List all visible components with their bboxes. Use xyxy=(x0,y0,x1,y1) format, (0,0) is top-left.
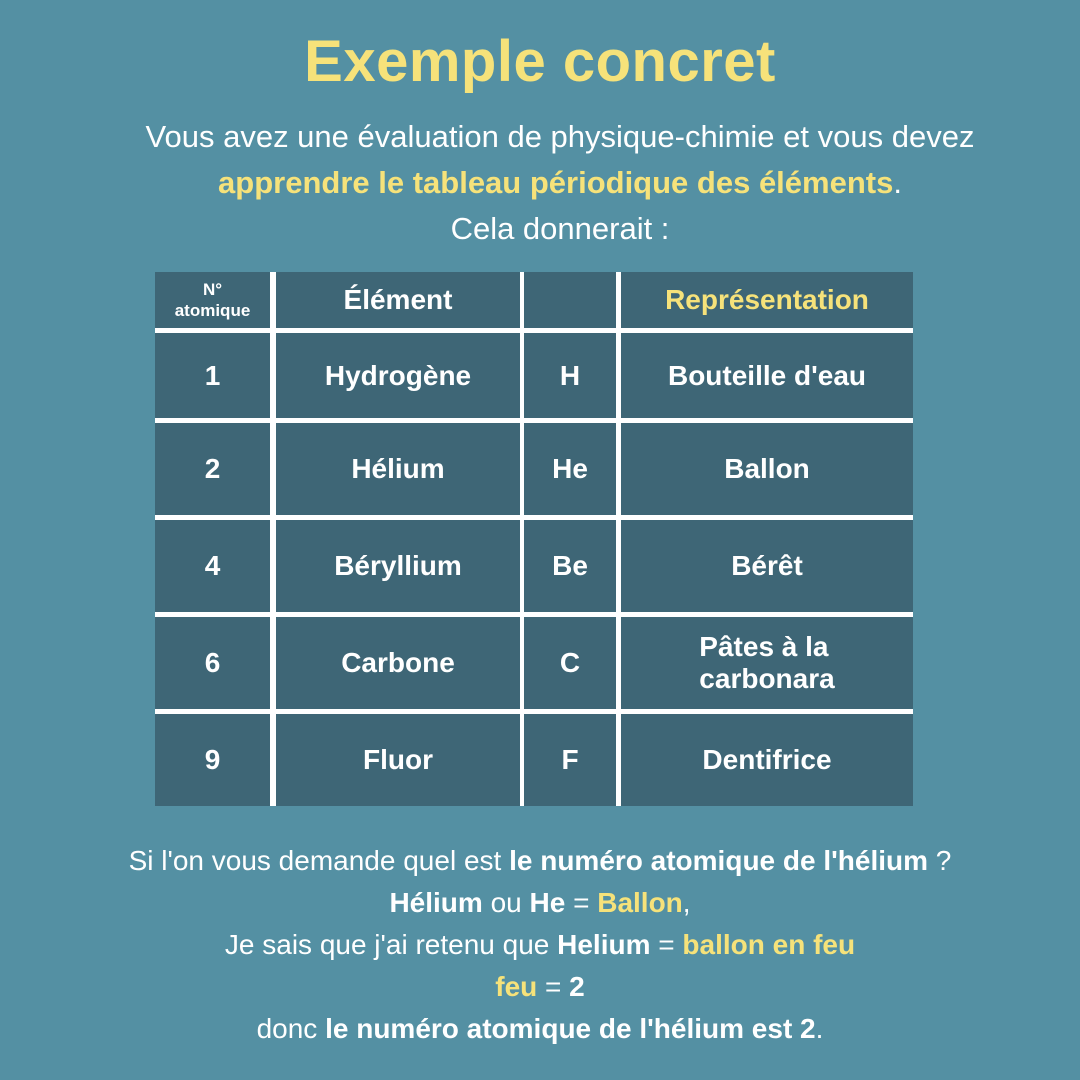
outro-l3-c: = xyxy=(650,929,683,960)
explanation-text xyxy=(0,840,1080,1050)
outro-l5-c: . xyxy=(815,1013,824,1044)
row-5-element: Fluor xyxy=(276,714,520,806)
row-4-representation xyxy=(621,617,913,709)
intro-highlight: apprendre le tableau périodique des éléments xyxy=(218,165,894,200)
outro-l4-a: feu xyxy=(495,971,538,1002)
intro-line-2 xyxy=(20,160,1080,206)
outro-l2-d: = xyxy=(565,887,598,918)
outro-l1-a: Si l'on vous demande quel est xyxy=(128,845,510,876)
row-1-symbol: H xyxy=(524,333,616,418)
page-title: Exemple concret xyxy=(304,29,776,94)
row-4-representation-line2: carbonara xyxy=(699,663,835,694)
row-1-element: Hydrogène xyxy=(276,333,520,418)
row-3-symbol: Be xyxy=(524,520,616,612)
outro-l2-c: He xyxy=(529,887,566,918)
row-2-representation: Ballon xyxy=(621,423,913,515)
row-5-representation: Dentifrice xyxy=(621,714,913,806)
outro-l3-b: Helium xyxy=(557,929,651,960)
intro-line-2-end: . xyxy=(893,165,902,200)
row-4-number: 6 xyxy=(155,617,270,709)
intro-line-1: Vous avez une évaluation de physique-chimie et vous devez xyxy=(145,119,975,154)
row-3-representation: Bérêt xyxy=(621,520,913,612)
outro-l4-c: 2 xyxy=(569,971,585,1002)
intro-text xyxy=(20,114,1080,252)
intro-line-3: Cela donnerait : xyxy=(450,211,670,246)
outro-l3-d: ballon en feu xyxy=(682,929,856,960)
header-atomic-number xyxy=(155,272,270,328)
header-symbol xyxy=(524,272,616,328)
header-atomic-number-line2: atomique xyxy=(174,301,251,320)
outro-line-1 xyxy=(0,840,1080,882)
outro-l4-b: = xyxy=(537,971,570,1002)
row-5-number: 9 xyxy=(155,714,270,806)
outro-l2-b: ou xyxy=(482,887,530,918)
row-1-number: 1 xyxy=(155,333,270,418)
row-4-symbol: C xyxy=(524,617,616,709)
row-2-number: 2 xyxy=(155,423,270,515)
outro-l5-a: donc xyxy=(256,1013,326,1044)
outro-line-4 xyxy=(0,966,1080,1008)
outro-l1-c: ? xyxy=(928,845,952,876)
row-3-number: 4 xyxy=(155,520,270,612)
row-5-symbol: F xyxy=(524,714,616,806)
outro-l5-b: le numéro atomique de l'hélium est 2 xyxy=(325,1013,816,1044)
row-3-element: Béryllium xyxy=(276,520,520,612)
outro-l1-b: le numéro atomique de l'hélium xyxy=(509,845,929,876)
outro-l2-a: Hélium xyxy=(389,887,483,918)
outro-l3-a: Je sais que j'ai retenu que xyxy=(224,929,558,960)
outro-line-2 xyxy=(0,882,1080,924)
elements-table xyxy=(155,272,913,806)
row-4-representation-text xyxy=(699,631,834,695)
row-4-element: Carbone xyxy=(276,617,520,709)
outro-l2-e: Ballon xyxy=(597,887,683,918)
row-1-representation: Bouteille d'eau xyxy=(621,333,913,418)
outro-line-3 xyxy=(0,924,1080,966)
outro-line-5 xyxy=(0,1008,1080,1050)
header-element: Élément xyxy=(276,272,520,328)
outro-l2-f: , xyxy=(682,887,691,918)
row-2-symbol: He xyxy=(524,423,616,515)
header-atomic-number-line1: N° xyxy=(202,280,223,299)
header-representation: Représentation xyxy=(621,272,913,328)
row-4-representation-line1: Pâtes à la xyxy=(699,631,829,662)
row-2-element: Hélium xyxy=(276,423,520,515)
